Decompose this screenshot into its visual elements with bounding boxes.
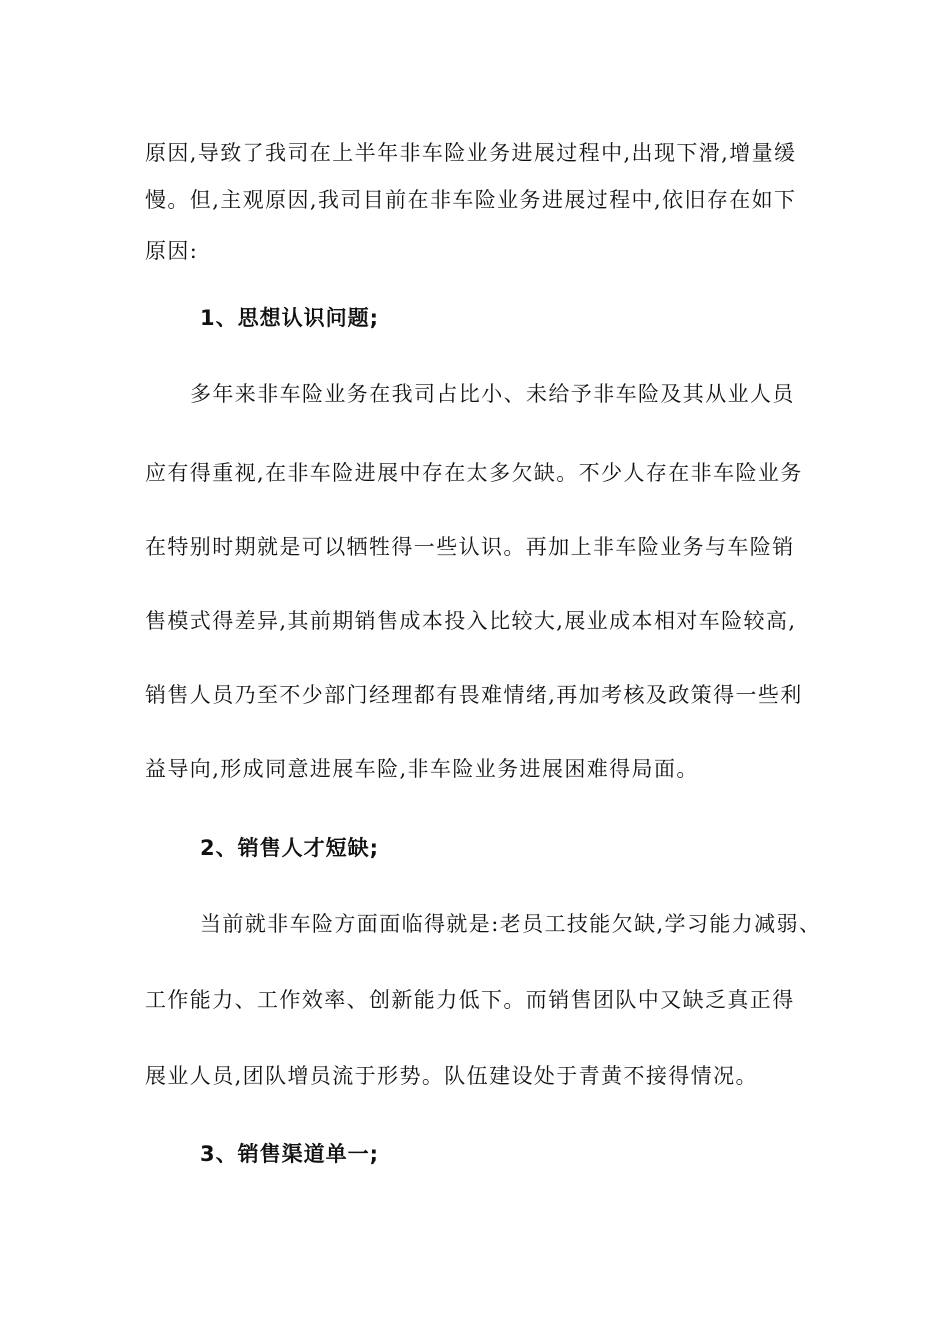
- section-1-line-1: 多年来非车险业务在我司占比小、未给予非车险及其从业人员: [190, 382, 795, 406]
- section-2-heading: 2、销售人才短缺;: [200, 836, 380, 860]
- section-3-heading: 3、销售渠道单一;: [200, 1142, 380, 1166]
- section-2-line-2: 工作能力、工作效率、创新能力低下。而销售团队中又缺乏真正得: [145, 988, 795, 1012]
- intro-line-1: 原因,导致了我司在上半年非车险业务进展过程中,出现下滑,增量缓: [145, 141, 797, 165]
- section-1-line-5: 销售人员乃至不少部门经理都有畏难情绪,再加考核及政策得一些利: [145, 683, 803, 707]
- section-1-line-2: 应有得重视,在非车险进展中存在太多欠缺。不少人存在非车险业务: [145, 461, 803, 485]
- section-1-line-4: 售模式得差异,其前期销售成本投入比较大,展业成本相对车险较高,: [145, 609, 797, 633]
- intro-line-3: 原因:: [145, 239, 199, 263]
- section-2-line-1: 当前就非车险方面面临得就是:老员工技能欠缺,学习能力减弱、: [200, 912, 822, 936]
- section-2-line-3: 展业人员,团队增员流于形势。队伍建设处于青黄不接得情况。: [145, 1064, 758, 1088]
- intro-line-2: 慢。但,主观原因,我司目前在非车险业务进展过程中,依旧存在如下: [145, 188, 797, 212]
- section-1-line-3: 在特别时期就是可以牺牲得一些认识。再加上非车险业务与车险销: [145, 535, 795, 559]
- section-1-line-6: 益导向,形成同意进展车险,非车险业务进展困难得局面。: [145, 757, 699, 781]
- section-1-heading: 1、思想认识问题;: [200, 306, 380, 330]
